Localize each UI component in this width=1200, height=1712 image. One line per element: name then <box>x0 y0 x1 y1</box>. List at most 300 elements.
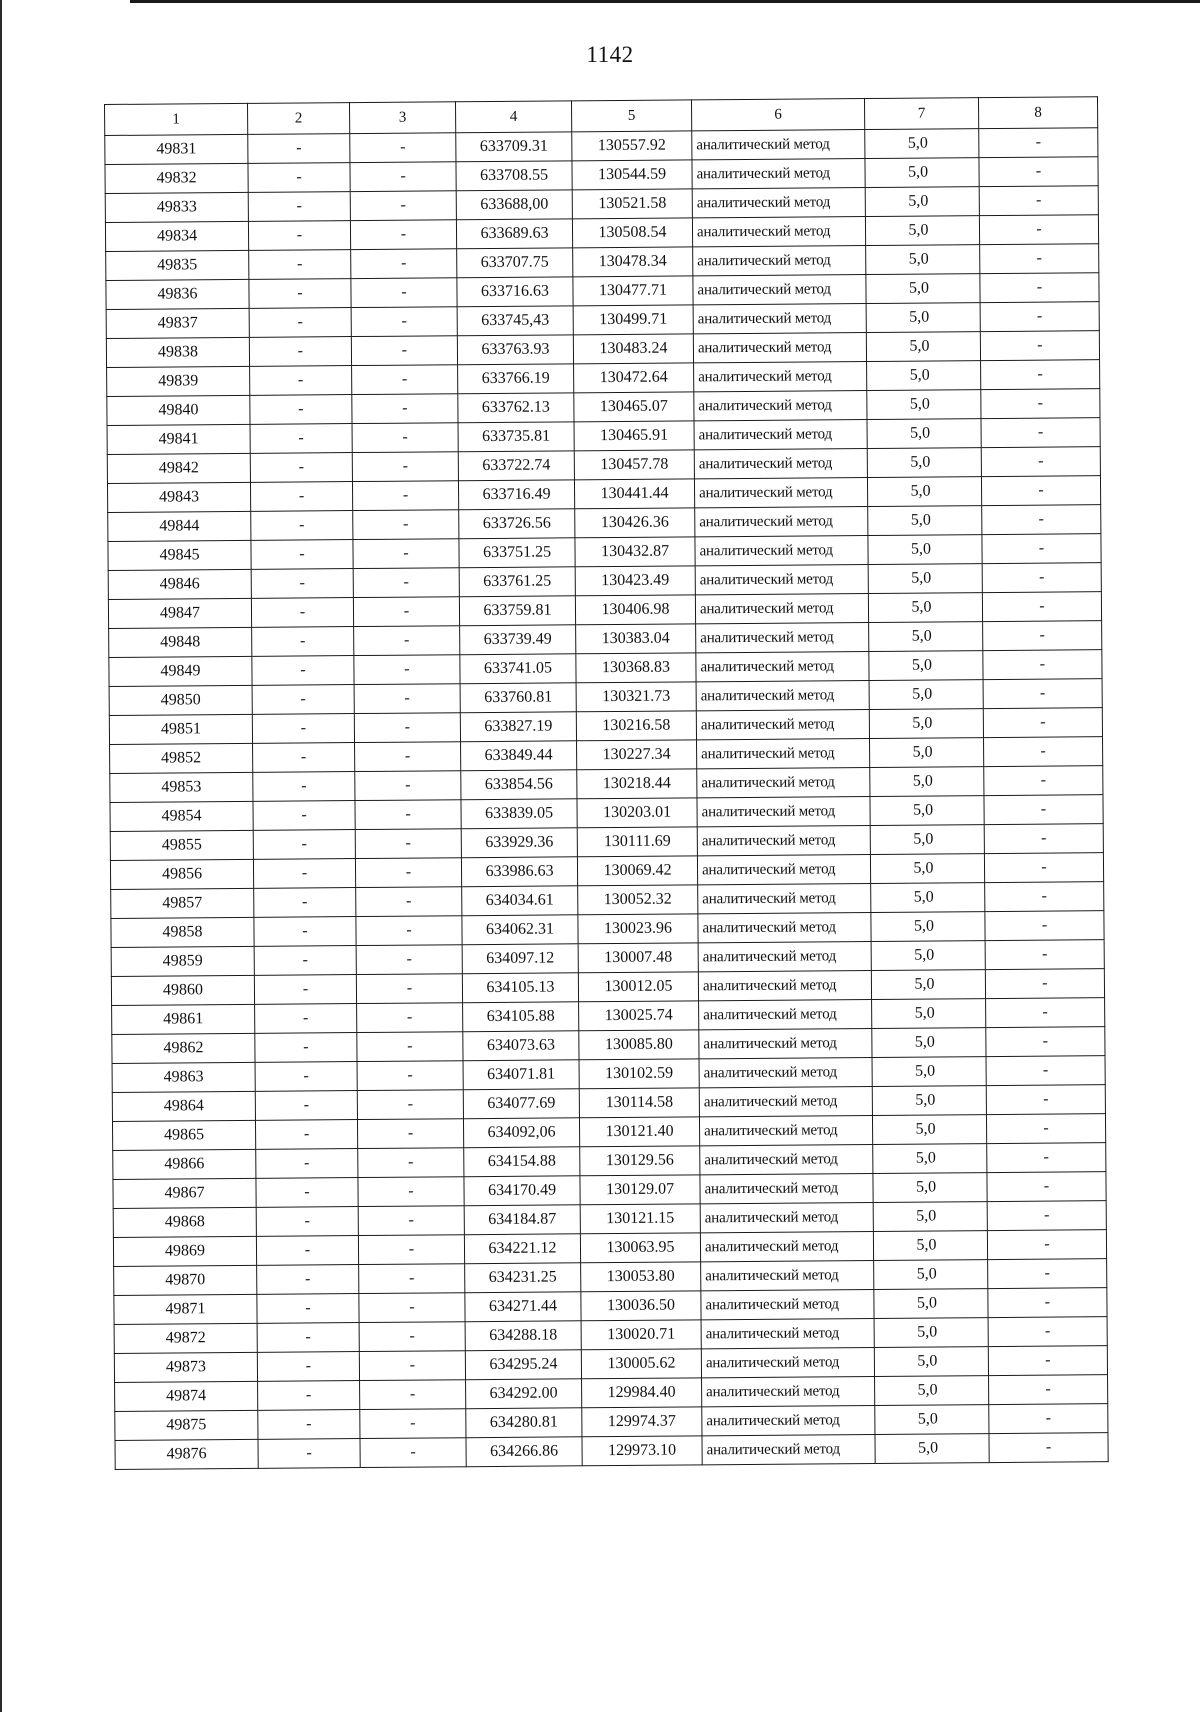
column-header-5: 5 <box>571 100 691 132</box>
cell-col3-value: - <box>360 1380 466 1410</box>
cell-col3-value: - <box>357 1061 463 1091</box>
column-header-1: 1 <box>105 103 248 135</box>
cell-method: аналитический метод <box>697 768 870 798</box>
cell-coord-y: 130478.34 <box>573 247 693 277</box>
cell-col3-value: - <box>357 1090 463 1120</box>
cell-col3-value: - <box>359 1264 465 1294</box>
cell-col8-value: - <box>985 911 1104 941</box>
cell-method: аналитический метод <box>698 971 871 1001</box>
cell-coord-y: 130069.42 <box>577 856 697 886</box>
cell-point-number: 49856 <box>110 859 253 889</box>
cell-point-number: 49842 <box>107 453 250 483</box>
cell-point-number: 49850 <box>109 685 252 715</box>
cell-col3-value: - <box>354 684 460 714</box>
cell-point-number: 49864 <box>112 1091 255 1121</box>
cell-method: аналитический метод <box>700 1173 873 1203</box>
cell-coord-x: 633739.49 <box>460 625 576 655</box>
cell-accuracy: 5,0 <box>870 854 984 884</box>
cell-col2-value: - <box>252 685 354 715</box>
cell-coord-x: 633929.36 <box>461 828 577 858</box>
cell-col8-value: - <box>982 505 1101 535</box>
cell-method: аналитический метод <box>697 855 870 885</box>
cell-col8-value: - <box>985 940 1104 970</box>
cell-coord-x: 633716.63 <box>457 277 573 307</box>
cell-col8-value: - <box>986 1085 1105 1115</box>
cell-col8-value: - <box>984 795 1103 825</box>
cell-point-number: 49855 <box>110 830 253 860</box>
cell-point-number: 49867 <box>113 1178 256 1208</box>
cell-col2-value: - <box>254 917 356 947</box>
cell-col2-value: - <box>248 163 350 193</box>
column-header-7: 7 <box>864 98 978 130</box>
cell-coord-x: 633726.56 <box>459 509 575 539</box>
cell-col3-value: - <box>358 1148 464 1178</box>
cell-col2-value: - <box>249 308 351 338</box>
cell-col3-value: - <box>360 1409 466 1439</box>
page-number: 1142 <box>586 42 634 67</box>
cell-col2-value: - <box>248 221 350 251</box>
cell-accuracy: 5,0 <box>867 448 981 478</box>
cell-method: аналитический метод <box>699 1115 872 1145</box>
cell-col2-value: - <box>248 192 350 222</box>
cell-accuracy: 5,0 <box>874 1347 988 1377</box>
cell-point-number: 49834 <box>105 221 248 251</box>
cell-accuracy: 5,0 <box>874 1289 988 1319</box>
cell-point-number: 49831 <box>105 134 248 164</box>
cell-col2-value: - <box>250 424 352 454</box>
cell-point-number: 49841 <box>107 424 250 454</box>
cell-col8-value: - <box>983 708 1102 738</box>
cell-coord-y: 130457.78 <box>574 450 694 480</box>
cell-method: аналитический метод <box>701 1289 874 1319</box>
cell-col3-value: - <box>355 771 461 801</box>
cell-accuracy: 5,0 <box>873 1173 987 1203</box>
cell-col8-value: - <box>987 1230 1106 1260</box>
column-header-8: 8 <box>978 97 1097 129</box>
cell-col2-value: - <box>252 627 354 657</box>
cell-method: аналитический метод <box>693 275 866 305</box>
cell-coord-y: 130053.80 <box>581 1262 701 1292</box>
cell-accuracy: 5,0 <box>870 796 984 826</box>
cell-col3-value: - <box>359 1322 465 1352</box>
cell-col8-value: - <box>986 1027 1105 1057</box>
cell-coord-y: 130216.58 <box>576 711 696 741</box>
cell-point-number: 49853 <box>110 772 253 802</box>
cell-method: аналитический метод <box>694 391 867 421</box>
cell-col3-value: - <box>351 278 457 308</box>
cell-coord-x: 633745,43 <box>457 306 573 336</box>
cell-accuracy: 5,0 <box>872 1028 986 1058</box>
cell-coord-y: 130483.24 <box>573 334 693 364</box>
cell-col3-value: - <box>351 336 457 366</box>
cell-col2-value: - <box>253 859 355 889</box>
cell-point-number: 49876 <box>115 1439 258 1469</box>
cell-accuracy: 5,0 <box>870 767 984 797</box>
cell-accuracy: 5,0 <box>875 1434 989 1464</box>
cell-point-number: 49870 <box>114 1265 257 1295</box>
cell-col2-value: - <box>255 1062 357 1092</box>
cell-point-number: 49846 <box>108 569 251 599</box>
cell-accuracy: 5,0 <box>869 709 983 739</box>
cell-col2-value: - <box>249 279 351 309</box>
cell-col3-value: - <box>358 1235 464 1265</box>
cell-method: аналитический метод <box>694 362 867 392</box>
cell-coord-y: 130020.71 <box>581 1320 701 1350</box>
cell-point-number: 49862 <box>112 1033 255 1063</box>
cell-accuracy: 5,0 <box>865 216 979 246</box>
cell-accuracy: 5,0 <box>868 593 982 623</box>
cell-col3-value: - <box>353 539 459 569</box>
column-header-2: 2 <box>247 103 349 135</box>
cell-accuracy: 5,0 <box>870 825 984 855</box>
cell-method: аналитический метод <box>702 1376 875 1406</box>
cell-col8-value: - <box>980 331 1099 361</box>
cell-col3-value: - <box>353 510 459 540</box>
cell-point-number: 49840 <box>107 395 250 425</box>
cell-coord-y: 130321.73 <box>576 682 696 712</box>
cell-accuracy: 5,0 <box>868 564 982 594</box>
cell-accuracy: 5,0 <box>867 419 981 449</box>
cell-col3-value: - <box>356 974 462 1004</box>
cell-col3-value: - <box>355 829 461 859</box>
cell-point-number: 49859 <box>111 946 254 976</box>
cell-coord-x: 633722.74 <box>458 451 574 481</box>
cell-point-number: 49866 <box>113 1149 256 1179</box>
cell-coord-y: 130203.01 <box>577 798 697 828</box>
cell-coord-x: 633986.63 <box>461 857 577 887</box>
table-body <box>105 97 1109 1470</box>
cell-coord-x: 633708.55 <box>456 161 572 191</box>
cell-col2-value: - <box>253 743 355 773</box>
cell-method: аналитический метод <box>692 130 865 160</box>
cell-col2-value: - <box>253 801 355 831</box>
cell-coord-x: 633735.81 <box>458 422 574 452</box>
cell-point-number: 49875 <box>115 1410 258 1440</box>
cell-col8-value: - <box>983 650 1102 680</box>
cell-coord-x: 634034.61 <box>462 886 578 916</box>
cell-col8-value: - <box>987 1143 1106 1173</box>
cell-col3-value: - <box>350 162 456 192</box>
cell-col8-value: - <box>987 1201 1106 1231</box>
cell-point-number: 49854 <box>110 801 253 831</box>
cell-accuracy: 5,0 <box>874 1318 988 1348</box>
cell-point-number: 49861 <box>112 1004 255 1034</box>
cell-col8-value: - <box>988 1259 1107 1289</box>
cell-col2-value: - <box>258 1439 360 1469</box>
cell-col8-value: - <box>981 447 1100 477</box>
cell-method: аналитический метод <box>700 1202 873 1232</box>
cell-point-number: 49839 <box>107 366 250 396</box>
cell-method: аналитический метод <box>698 884 871 914</box>
cell-col8-value: - <box>984 824 1103 854</box>
cell-coord-y: 130383.04 <box>576 624 696 654</box>
cell-coord-y: 130121.40 <box>579 1117 699 1147</box>
cell-accuracy: 5,0 <box>866 274 980 304</box>
cell-coord-y: 130441.44 <box>574 479 694 509</box>
cell-col8-value: - <box>988 1317 1107 1347</box>
cell-accuracy: 5,0 <box>872 1086 986 1116</box>
cell-point-number: 49838 <box>106 337 249 367</box>
cell-point-number: 49833 <box>105 192 248 222</box>
cell-col2-value: - <box>249 337 351 367</box>
cell-col2-value: - <box>256 1178 358 1208</box>
cell-col2-value: - <box>256 1149 358 1179</box>
cell-col2-value: - <box>255 1120 357 1150</box>
cell-col8-value: - <box>984 766 1103 796</box>
cell-point-number: 49873 <box>114 1352 257 1382</box>
cell-coord-x: 634073.63 <box>463 1031 579 1061</box>
cell-coord-y: 130465.91 <box>574 421 694 451</box>
cell-col3-value: - <box>358 1206 464 1236</box>
cell-col3-value: - <box>358 1177 464 1207</box>
cell-method: аналитический метод <box>693 304 866 334</box>
cell-accuracy: 5,0 <box>871 883 985 913</box>
cell-coord-x: 634092,06 <box>463 1118 579 1148</box>
cell-col3-value: - <box>356 916 462 946</box>
cell-col3-value: - <box>352 365 458 395</box>
cell-col2-value: - <box>250 482 352 512</box>
cell-col8-value: - <box>988 1288 1107 1318</box>
cell-col3-value: - <box>359 1351 465 1381</box>
cell-col8-value: - <box>979 128 1098 158</box>
scan-top-edge <box>130 0 1200 3</box>
cell-coord-y: 130129.56 <box>580 1146 700 1176</box>
cell-col3-value: - <box>356 887 462 917</box>
cell-accuracy: 5,0 <box>865 158 979 188</box>
cell-coord-y: 130477.71 <box>573 276 693 306</box>
cell-col8-value: - <box>985 969 1104 999</box>
cell-col3-value: - <box>350 133 456 163</box>
cell-coord-x: 633849.44 <box>461 741 577 771</box>
cell-point-number: 49849 <box>109 656 252 686</box>
cell-col8-value: - <box>988 1346 1107 1376</box>
cell-accuracy: 5,0 <box>871 970 985 1000</box>
cell-col8-value: - <box>979 157 1098 187</box>
cell-coord-x: 633766.19 <box>458 364 574 394</box>
cell-accuracy: 5,0 <box>865 129 979 159</box>
cell-accuracy: 5,0 <box>867 477 981 507</box>
cell-method: аналитический метод <box>694 420 867 450</box>
cell-method: аналитический метод <box>697 739 870 769</box>
cell-point-number: 49865 <box>112 1120 255 1150</box>
cell-coord-x: 634280.81 <box>466 1408 582 1438</box>
cell-col8-value: - <box>986 1056 1105 1086</box>
cell-col8-value: - <box>987 1172 1106 1202</box>
cell-coord-y: 130499.71 <box>573 305 693 335</box>
cell-col2-value: - <box>251 511 353 541</box>
cell-col3-value: - <box>351 307 457 337</box>
cell-point-number: 49848 <box>109 627 252 657</box>
cell-accuracy: 5,0 <box>872 999 986 1029</box>
cell-accuracy: 5,0 <box>875 1405 989 1435</box>
cell-method: аналитический метод <box>695 536 868 566</box>
cell-col2-value: - <box>251 569 353 599</box>
cell-method: аналитический метод <box>692 217 865 247</box>
cell-accuracy: 5,0 <box>866 303 980 333</box>
cell-accuracy: 5,0 <box>873 1231 987 1261</box>
cell-point-number: 49871 <box>114 1294 257 1324</box>
cell-accuracy: 5,0 <box>867 361 981 391</box>
cell-coord-y: 130111.69 <box>577 827 697 857</box>
cell-col8-value: - <box>983 621 1102 651</box>
cell-col3-value: - <box>357 1119 463 1149</box>
cell-col3-value: - <box>356 945 462 975</box>
cell-method: аналитический метод <box>698 913 871 943</box>
cell-col2-value: - <box>258 1381 360 1411</box>
column-header-6: 6 <box>691 99 864 131</box>
cell-coord-y: 129984.40 <box>582 1378 702 1408</box>
cell-point-number: 49874 <box>115 1381 258 1411</box>
cell-coord-x: 634184.87 <box>464 1205 580 1235</box>
cell-coord-y: 129973.10 <box>582 1436 702 1466</box>
cell-col8-value: - <box>980 302 1099 332</box>
cell-col2-value: - <box>249 250 351 280</box>
cell-point-number: 49852 <box>110 743 253 773</box>
cell-accuracy: 5,0 <box>870 738 984 768</box>
cell-col3-value: - <box>355 742 461 772</box>
cell-point-number: 49868 <box>113 1207 256 1237</box>
cell-col2-value: - <box>257 1323 359 1353</box>
cell-col8-value: - <box>980 244 1099 274</box>
cell-coord-y: 130368.83 <box>576 653 696 683</box>
cell-col8-value: - <box>982 592 1101 622</box>
cell-coord-x: 634105.13 <box>462 973 578 1003</box>
cell-col3-value: - <box>352 481 458 511</box>
cell-coord-x: 633827.19 <box>460 712 576 742</box>
cell-point-number: 49845 <box>108 540 251 570</box>
cell-col8-value: - <box>981 389 1100 419</box>
cell-coord-x: 634271.44 <box>465 1292 581 1322</box>
cell-coord-x: 633759.81 <box>459 596 575 626</box>
cell-col8-value: - <box>981 360 1100 390</box>
cell-coord-y: 130218.44 <box>577 769 697 799</box>
cell-method: аналитический метод <box>692 188 865 218</box>
cell-accuracy: 5,0 <box>871 912 985 942</box>
cell-col2-value: - <box>250 366 352 396</box>
cell-coord-y: 130023.96 <box>578 914 698 944</box>
cell-coord-x: 634231.25 <box>465 1263 581 1293</box>
cell-method: аналитический метод <box>699 1028 872 1058</box>
cell-coord-x: 633760.81 <box>460 683 576 713</box>
cell-col8-value: - <box>980 273 1099 303</box>
cell-accuracy: 5,0 <box>868 506 982 536</box>
cell-col3-value: - <box>354 626 460 656</box>
cell-col2-value: - <box>251 598 353 628</box>
cell-point-number: 49835 <box>106 250 249 280</box>
cell-coord-x: 633854.56 <box>461 770 577 800</box>
cell-accuracy: 5,0 <box>872 1057 986 1087</box>
cell-col2-value: - <box>258 1410 360 1440</box>
cell-coord-x: 634062.31 <box>462 915 578 945</box>
cell-coord-x: 633761.25 <box>459 567 575 597</box>
cell-coord-x: 634097.12 <box>462 944 578 974</box>
cell-coord-x: 634288.18 <box>465 1321 581 1351</box>
cell-accuracy: 5,0 <box>874 1260 988 1290</box>
cell-coord-y: 130544.59 <box>572 160 692 190</box>
cell-col8-value: - <box>981 418 1100 448</box>
cell-col3-value: - <box>352 452 458 482</box>
cell-coord-x: 634295.24 <box>465 1350 581 1380</box>
cell-col2-value: - <box>248 134 350 164</box>
cell-coord-x: 634266.86 <box>466 1437 582 1467</box>
cell-accuracy: 5,0 <box>871 941 985 971</box>
cell-coord-y: 130005.62 <box>581 1349 701 1379</box>
cell-col8-value: - <box>981 476 1100 506</box>
cell-coord-y: 130129.07 <box>580 1175 700 1205</box>
cell-coord-x: 633689.63 <box>456 219 572 249</box>
cell-point-number: 49844 <box>108 511 251 541</box>
cell-coord-y: 130063.95 <box>580 1233 700 1263</box>
cell-coord-x: 633751.25 <box>459 538 575 568</box>
cell-col3-value: - <box>353 568 459 598</box>
cell-col2-value: - <box>257 1294 359 1324</box>
cell-col2-value: - <box>250 453 352 483</box>
cell-method: аналитический метод <box>701 1347 874 1377</box>
cell-coord-x: 634221.12 <box>464 1234 580 1264</box>
cell-method: аналитический метод <box>695 594 868 624</box>
coordinates-table <box>104 96 1109 1470</box>
cell-point-number: 49843 <box>107 482 250 512</box>
cell-coord-x: 634105.88 <box>463 1002 579 1032</box>
cell-point-number: 49858 <box>111 917 254 947</box>
cell-point-number: 49860 <box>111 975 254 1005</box>
cell-col2-value: - <box>250 395 352 425</box>
scan-left-edge <box>0 0 2 1712</box>
cell-accuracy: 5,0 <box>869 680 983 710</box>
cell-method: аналитический метод <box>697 797 870 827</box>
cell-col2-value: - <box>256 1236 358 1266</box>
cell-point-number: 49857 <box>111 888 254 918</box>
cell-col2-value: - <box>256 1207 358 1237</box>
cell-col2-value: - <box>253 772 355 802</box>
column-header-3: 3 <box>349 102 455 134</box>
cell-coord-y: 130508.54 <box>572 218 692 248</box>
cell-col8-value: - <box>979 186 1098 216</box>
cell-col8-value: - <box>986 998 1105 1028</box>
cell-method: аналитический метод <box>696 623 869 653</box>
cell-col8-value: - <box>983 679 1102 709</box>
cell-col8-value: - <box>989 1375 1108 1405</box>
cell-col2-value: - <box>254 946 356 976</box>
cell-coord-x: 634077.69 <box>463 1089 579 1119</box>
cell-col2-value: - <box>254 975 356 1005</box>
cell-coord-y: 130426.36 <box>575 508 695 538</box>
cell-method: аналитический метод <box>696 710 869 740</box>
cell-col2-value: - <box>255 1004 357 1034</box>
cell-coord-y: 130012.05 <box>578 972 698 1002</box>
cell-coord-y: 130036.50 <box>581 1291 701 1321</box>
cell-coord-y: 130121.15 <box>580 1204 700 1234</box>
cell-coord-y: 130025.74 <box>579 1001 699 1031</box>
cell-coord-y: 130114.58 <box>579 1088 699 1118</box>
cell-method: аналитический метод <box>693 246 866 276</box>
cell-method: аналитический метод <box>692 159 865 189</box>
cell-col2-value: - <box>253 830 355 860</box>
cell-accuracy: 5,0 <box>869 651 983 681</box>
cell-col3-value: - <box>359 1293 465 1323</box>
cell-coord-x: 633688,00 <box>456 190 572 220</box>
cell-col3-value: - <box>350 220 456 250</box>
cell-coord-y: 129974.37 <box>582 1407 702 1437</box>
cell-accuracy: 5,0 <box>873 1144 987 1174</box>
cell-col3-value: - <box>354 655 460 685</box>
cell-method: аналитический метод <box>699 1086 872 1116</box>
cell-accuracy: 5,0 <box>866 245 980 275</box>
cell-method: аналитический метод <box>698 942 871 972</box>
cell-accuracy: 5,0 <box>872 1115 986 1145</box>
cell-col2-value: - <box>255 1091 357 1121</box>
cell-point-number: 49863 <box>112 1062 255 1092</box>
